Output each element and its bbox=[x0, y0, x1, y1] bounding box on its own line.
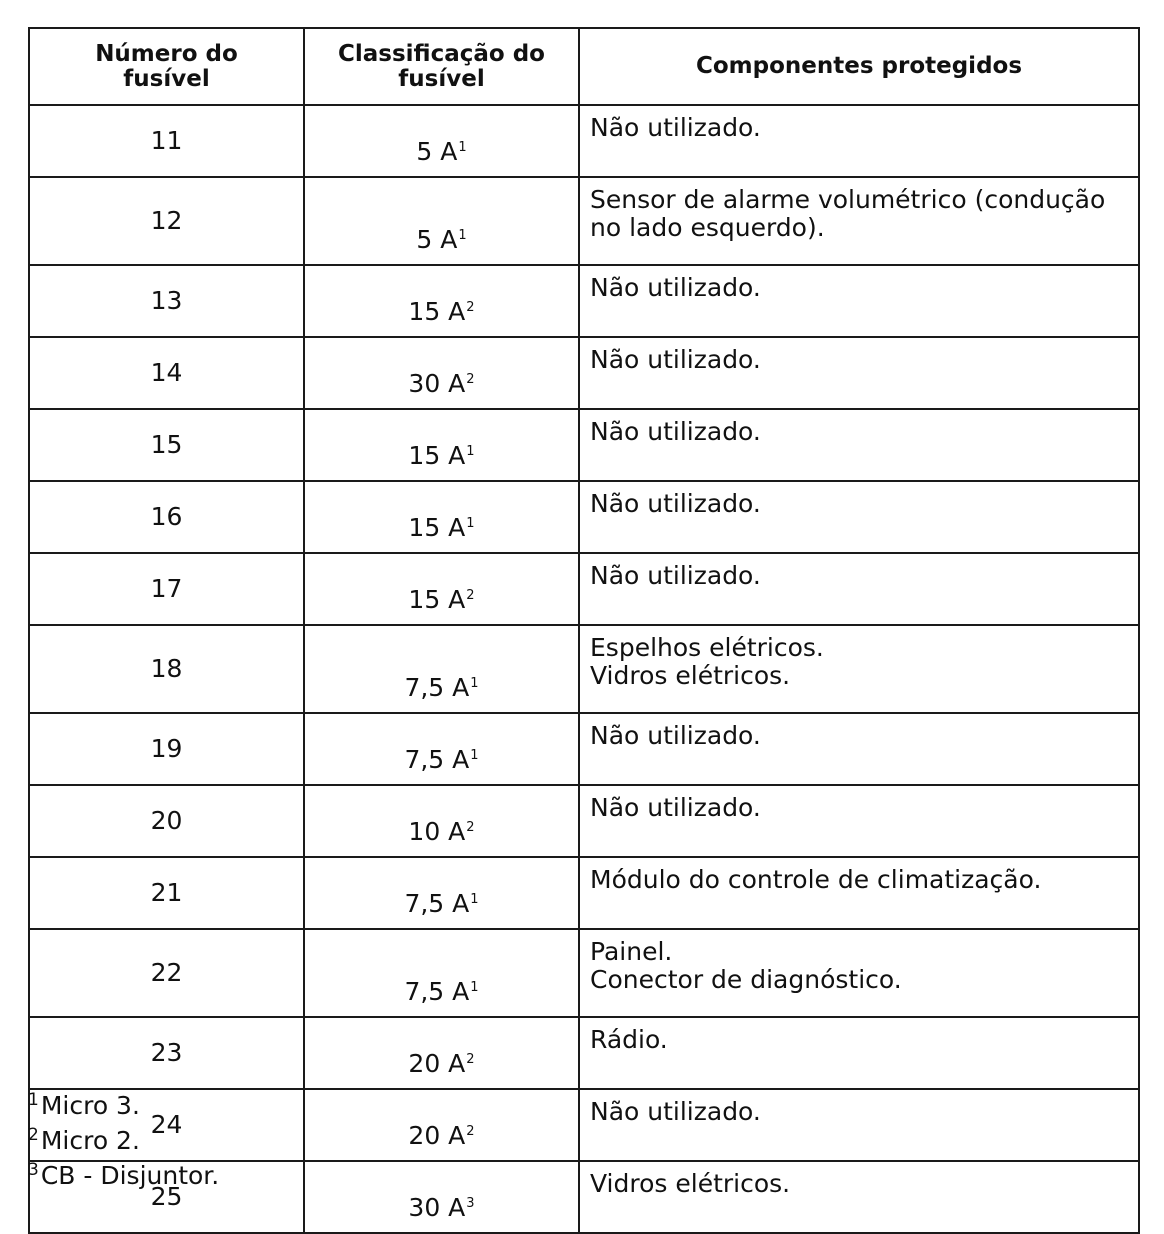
fuse-rating-cell bbox=[304, 785, 579, 857]
fuse-rating-value: 10 A bbox=[408, 817, 466, 846]
component-line: Vidros elétricos. bbox=[590, 1169, 791, 1198]
component-line: Não utilizado. bbox=[590, 113, 761, 142]
fuse-number-cell: 16 bbox=[29, 481, 304, 553]
table-row bbox=[29, 409, 1139, 481]
protected-components-cell bbox=[579, 481, 1139, 553]
fuse-number-cell: 24 bbox=[29, 1089, 304, 1161]
protected-components-cell bbox=[579, 177, 1139, 265]
footnote-reference: 2 bbox=[466, 1051, 475, 1067]
fuse-rating-cell bbox=[304, 857, 579, 929]
fuse-rating-cell bbox=[304, 553, 579, 625]
fuse-number-cell: 21 bbox=[29, 857, 304, 929]
table-row bbox=[29, 481, 1139, 553]
fuse-number-cell: 22 bbox=[29, 929, 304, 1017]
fuse-rating-cell bbox=[304, 105, 579, 177]
protected-components-cell bbox=[579, 857, 1139, 929]
fuse-rating-cell bbox=[304, 265, 579, 337]
fuse-rating-value: 30 A bbox=[408, 1193, 466, 1222]
fuse-rating-value: 15 A bbox=[408, 513, 466, 542]
fuse-rating-cell bbox=[304, 1017, 579, 1089]
table-row bbox=[29, 1017, 1139, 1089]
component-line: Vidros elétricos. bbox=[590, 661, 791, 690]
protected-components-cell bbox=[579, 1017, 1139, 1089]
fuse-rating-value: 15 A bbox=[408, 585, 466, 614]
header-protected-components: Componentes protegidos bbox=[579, 28, 1139, 105]
component-line: Não utilizado. bbox=[590, 489, 761, 518]
fuse-table bbox=[28, 27, 1140, 1234]
footnote-reference: 1 bbox=[458, 227, 467, 243]
footnote-reference: 1 bbox=[466, 515, 475, 531]
fuse-number-cell: 15 bbox=[29, 409, 304, 481]
footnote bbox=[28, 1158, 219, 1193]
fuse-rating-cell bbox=[304, 625, 579, 713]
component-line: no lado esquerdo). bbox=[590, 213, 825, 242]
footnote-text: Micro 2. bbox=[40, 1126, 140, 1155]
footnote-reference: 1 bbox=[470, 979, 479, 995]
protected-components-cell bbox=[579, 105, 1139, 177]
component-line: Não utilizado. bbox=[590, 793, 761, 822]
fuse-number-cell: 19 bbox=[29, 713, 304, 785]
fuse-rating-value: 7,5 A bbox=[404, 745, 470, 774]
component-line: Não utilizado. bbox=[590, 345, 761, 374]
fuse-rating-value: 7,5 A bbox=[404, 673, 470, 702]
footnote-mark: 3 bbox=[28, 1159, 39, 1180]
fuse-rating-value: 7,5 A bbox=[404, 889, 470, 918]
footnote-reference: 2 bbox=[466, 371, 475, 387]
protected-components-cell bbox=[579, 713, 1139, 785]
fuse-number-cell: 18 bbox=[29, 625, 304, 713]
fuse-rating-cell bbox=[304, 1089, 579, 1161]
table-row bbox=[29, 625, 1139, 713]
footnote-mark: 1 bbox=[28, 1089, 39, 1110]
protected-components-cell bbox=[579, 929, 1139, 1017]
footnote-text: CB - Disjuntor. bbox=[40, 1161, 220, 1190]
table-body bbox=[29, 105, 1139, 1233]
fuse-rating-value: 20 A bbox=[408, 1049, 466, 1078]
protected-components-cell bbox=[579, 625, 1139, 713]
footnote-reference: 1 bbox=[470, 747, 479, 763]
component-line: Não utilizado. bbox=[590, 561, 761, 590]
fuse-rating-value: 7,5 A bbox=[404, 977, 470, 1006]
table-row bbox=[29, 929, 1139, 1017]
fuse-number-cell: 13 bbox=[29, 265, 304, 337]
component-line: Não utilizado. bbox=[590, 417, 761, 446]
table-header-row bbox=[29, 28, 1139, 105]
fuse-rating-value: 15 A bbox=[408, 441, 466, 470]
fuse-number-cell: 12 bbox=[29, 177, 304, 265]
protected-components-cell bbox=[579, 1089, 1139, 1161]
footnote-reference: 3 bbox=[466, 1195, 475, 1211]
table-row bbox=[29, 857, 1139, 929]
fuse-number-cell: 14 bbox=[29, 337, 304, 409]
fuse-rating-cell bbox=[304, 481, 579, 553]
footnote-reference: 2 bbox=[466, 819, 475, 835]
footnote-reference: 2 bbox=[466, 299, 475, 315]
table-row bbox=[29, 177, 1139, 265]
footnote-text: Micro 3. bbox=[40, 1091, 140, 1120]
header-fuse-rating: Classificação do fusível bbox=[304, 28, 579, 105]
component-line: Espelhos elétricos. bbox=[590, 633, 824, 662]
table-row bbox=[29, 105, 1139, 177]
protected-components-cell bbox=[579, 409, 1139, 481]
protected-components-cell bbox=[579, 785, 1139, 857]
table-row bbox=[29, 713, 1139, 785]
fuse-rating-value: 5 A bbox=[416, 137, 458, 166]
header-fuse-number: Número do fusível bbox=[29, 28, 304, 105]
protected-components-cell bbox=[579, 1161, 1139, 1233]
fuse-number-cell: 11 bbox=[29, 105, 304, 177]
fuse-rating-value: 15 A bbox=[408, 297, 466, 326]
fuse-number-cell: 20 bbox=[29, 785, 304, 857]
footnote-mark: 2 bbox=[28, 1124, 39, 1145]
fuse-rating-value: 20 A bbox=[408, 1121, 466, 1150]
footnote bbox=[28, 1088, 219, 1123]
fuse-rating-cell bbox=[304, 337, 579, 409]
fuse-rating-value: 30 A bbox=[408, 369, 466, 398]
fuse-rating-cell bbox=[304, 1161, 579, 1233]
fuse-rating-cell bbox=[304, 177, 579, 265]
table-row bbox=[29, 265, 1139, 337]
component-line: Módulo do controle de climatização. bbox=[590, 865, 1042, 894]
component-line: Painel. bbox=[590, 937, 673, 966]
fuse-number-cell: 25 bbox=[29, 1161, 304, 1233]
fuse-rating-value: 5 A bbox=[416, 225, 458, 254]
footnotes bbox=[28, 1088, 219, 1193]
table-row bbox=[29, 337, 1139, 409]
footnote-reference: 2 bbox=[466, 1123, 475, 1139]
component-line: Não utilizado. bbox=[590, 273, 761, 302]
footnote-reference: 2 bbox=[466, 587, 475, 603]
footnote-reference: 1 bbox=[470, 675, 479, 691]
protected-components-cell bbox=[579, 265, 1139, 337]
table-row bbox=[29, 785, 1139, 857]
fuse-rating-cell bbox=[304, 409, 579, 481]
protected-components-cell bbox=[579, 553, 1139, 625]
fuse-number-cell: 17 bbox=[29, 553, 304, 625]
component-line: Sensor de alarme volumétrico (condução bbox=[590, 185, 1106, 214]
table-row bbox=[29, 553, 1139, 625]
component-line: Não utilizado. bbox=[590, 721, 761, 750]
footnote bbox=[28, 1123, 219, 1158]
component-line: Conector de diagnóstico. bbox=[590, 965, 902, 994]
fuse-rating-cell bbox=[304, 713, 579, 785]
footnote-reference: 1 bbox=[466, 443, 475, 459]
fuse-number-cell: 23 bbox=[29, 1017, 304, 1089]
footnote-reference: 1 bbox=[458, 139, 467, 155]
footnote-reference: 1 bbox=[470, 891, 479, 907]
fuse-rating-cell bbox=[304, 929, 579, 1017]
component-line: Não utilizado. bbox=[590, 1097, 761, 1126]
protected-components-cell bbox=[579, 337, 1139, 409]
component-line: Rádio. bbox=[590, 1025, 668, 1054]
